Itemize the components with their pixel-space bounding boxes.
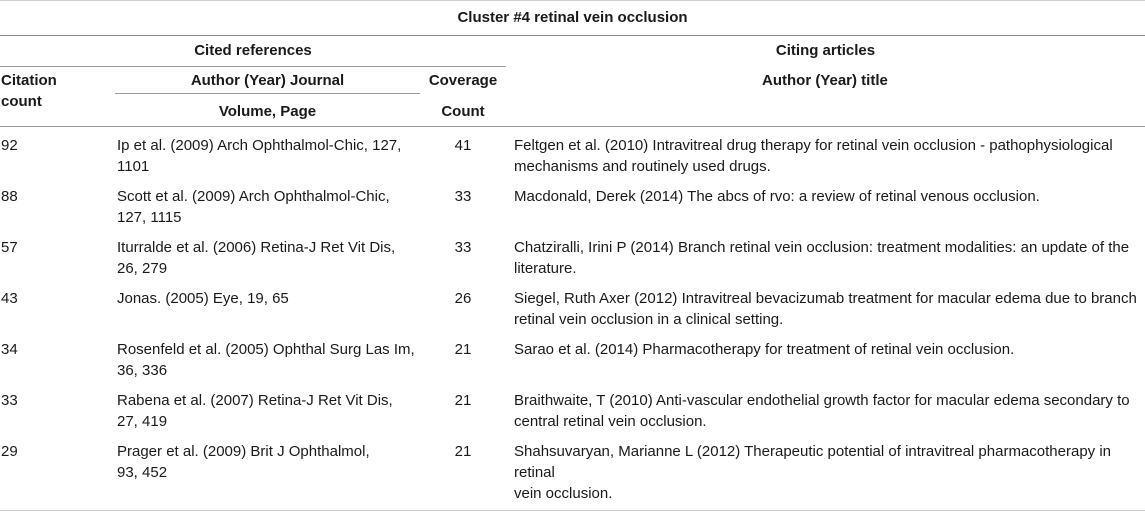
coverage-count-header: Count (420, 94, 506, 127)
citing-article-line: Siegel, Ruth Axer (2012) Intravitreal bevacizumab treatment for macular edema due to branch (514, 290, 1137, 307)
citing-article-line: Shahsuvaryan, Marianne L (2012) Therapeutic potential of intravitreal pharmacotherapy in retinal (514, 443, 1112, 481)
reference-line: Rosenfeld et al. (2005) Ophthal Surg Las Im, (117, 341, 415, 358)
column-header-row-1 (0, 67, 1145, 94)
reference-line: 26, 279 (117, 260, 168, 277)
reference-cell (115, 433, 420, 511)
citing-article-line: central retinal vein occlusion. (514, 413, 707, 430)
reference-cell (115, 280, 420, 331)
volume-page-header: Volume, Page (115, 94, 420, 127)
citing-article-line: Chatziralli, Irini P (2014) Branch retinal vein occlusion: treatment modalities: an update of the (514, 239, 1130, 256)
coverage-cell: 26 (454, 290, 472, 307)
coverage-cell: 21 (454, 341, 472, 358)
citation-count-cell: 34 (1, 341, 18, 358)
reference-line: 27, 419 (117, 413, 168, 430)
coverage-cell: 21 (420, 433, 506, 511)
table-row (0, 331, 1145, 382)
group-header-row (0, 36, 1145, 67)
citing-article-cell (506, 280, 1145, 331)
citing-article-line: retinal vein occlusion in a clinical setting. (514, 311, 784, 328)
citation-count-cell: 92 (1, 137, 18, 154)
citing-article-line: mechanisms and routinely used drugs. (514, 158, 771, 175)
reference-line: 1101 (117, 158, 150, 175)
citing-article-line: vein occlusion. (514, 485, 613, 502)
citing-article-line: Braithwaite, T (2010) Anti-vascular endothelial growth factor for macular edema secondary to (514, 392, 1130, 409)
table-title-row (0, 1, 1145, 36)
reference-line: Jonas. (2005) Eye, 19, 65 (117, 290, 289, 307)
author-title-header: Author (Year) title (506, 67, 1145, 127)
reference-line: Prager et al. (2009) Brit J Ophthalmol, (117, 443, 370, 460)
reference-cell (115, 331, 420, 382)
table-row (0, 382, 1145, 433)
citation-count-header-line1: Citation (1, 72, 57, 89)
coverage-cell: 41 (454, 137, 472, 154)
citing-article-line: Sarao et al. (2014) Pharmacotherapy for treatment of retinal vein occlusion. (514, 341, 1015, 358)
reference-line: Scott et al. (2009) Arch Ophthalmol-Chic, (117, 188, 390, 205)
citing-article-cell (506, 178, 1145, 229)
reference-cell (115, 229, 420, 280)
citing-article-line: Macdonald, Derek (2014) The abcs of rvo: a review of retinal venous occlusion. (514, 188, 1040, 205)
table-title: Cluster #4 retinal vein occlusion (0, 1, 1145, 36)
citation-count-cell: 57 (1, 239, 18, 256)
citing-article-cell (506, 433, 1145, 511)
citing-article-cell (506, 331, 1145, 382)
table-row (0, 127, 1145, 179)
citation-count-cell: 33 (1, 392, 18, 409)
coverage-cell: 21 (454, 392, 472, 409)
reference-line: Ip et al. (2009) Arch Ophthalmol-Chic, 127, (117, 137, 402, 154)
citing-articles-header: Citing articles (775, 42, 876, 59)
coverage-header: Coverage (428, 72, 498, 89)
reference-line: 36, 336 (117, 362, 168, 379)
citing-article-cell (506, 229, 1145, 280)
citation-count-cell: 88 (1, 188, 18, 205)
citation-count-header (0, 67, 115, 127)
citation-count-cell: 43 (1, 290, 18, 307)
table-row (0, 433, 1145, 511)
citing-article-cell (506, 382, 1145, 433)
citing-article-line: literature. (514, 260, 577, 277)
coverage-cell: 33 (454, 239, 472, 256)
reference-line: 93, 452 (117, 464, 168, 481)
table-row (0, 229, 1145, 280)
citation-count-header-line2: count (1, 93, 42, 110)
citing-article-cell (506, 127, 1145, 179)
cited-references-header: Cited references (0, 36, 506, 67)
table-row (0, 280, 1145, 331)
table-row (0, 178, 1145, 229)
citing-article-line: Feltgen et al. (2010) Intravitreal drug therapy for retinal vein occlusion - pathophysiological (514, 137, 1113, 154)
citation-count-cell: 29 (0, 433, 115, 511)
reference-cell (115, 127, 420, 179)
coverage-cell: 33 (454, 188, 472, 205)
reference-line: Rabena et al. (2007) Retina-J Ret Vit Dis, (117, 392, 393, 409)
author-journal-header: Author (Year) Journal (115, 67, 420, 94)
reference-cell (115, 178, 420, 229)
reference-line: 127, 1115 (117, 209, 182, 226)
reference-line: Iturralde et al. (2006) Retina-J Ret Vit Dis, (117, 239, 396, 256)
reference-cell (115, 382, 420, 433)
